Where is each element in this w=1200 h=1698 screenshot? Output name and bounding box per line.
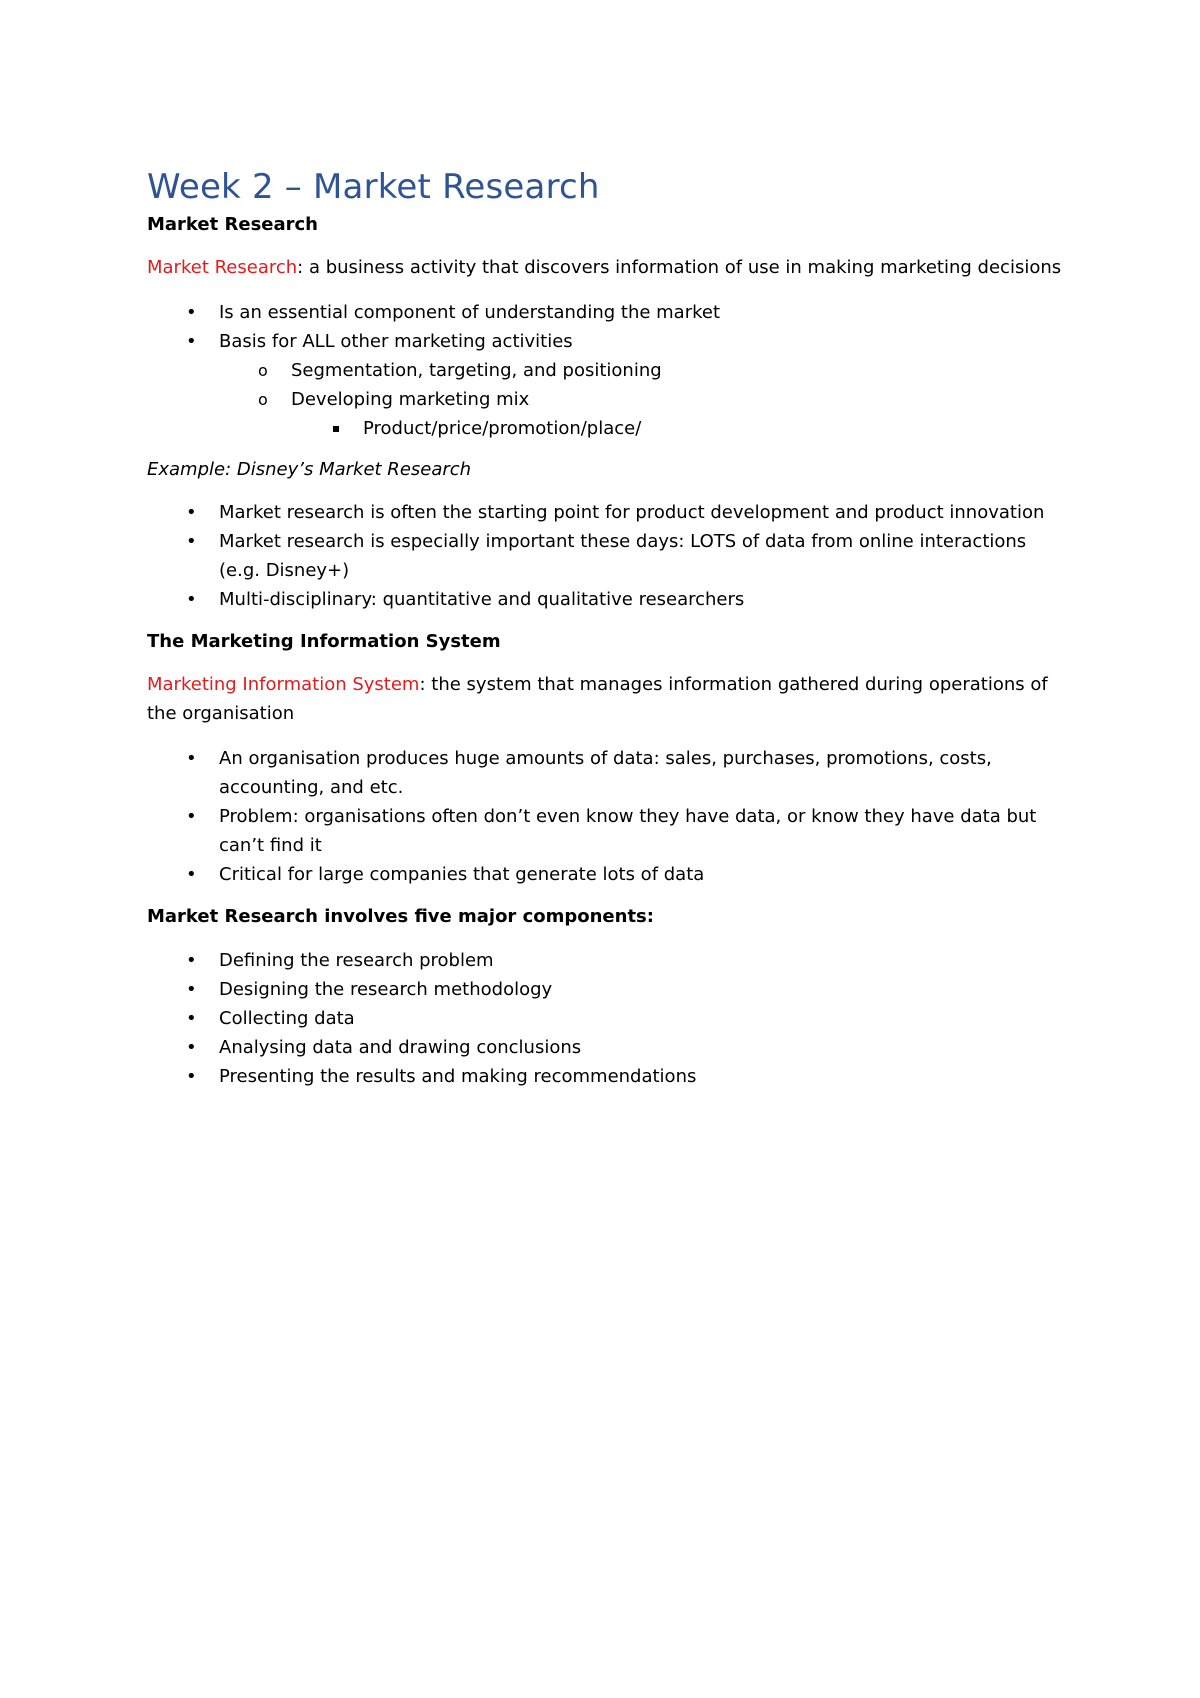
list-item-text: Defining the research problem <box>219 950 494 971</box>
definition-market-research <box>147 253 1067 282</box>
bullet-icon <box>186 1062 206 1091</box>
list-item-text: Developing marketing mix <box>291 389 530 410</box>
bullet-icon <box>186 1004 206 1033</box>
list-item <box>147 1062 1067 1091</box>
bullet-icon <box>186 744 206 773</box>
list-item <box>147 527 1067 585</box>
list-item <box>147 860 1067 889</box>
list-item <box>147 802 1067 860</box>
bullet-icon <box>186 946 206 975</box>
bullet-icon <box>186 327 206 356</box>
bullet-icon <box>186 802 206 831</box>
list-item-text: Multi-disciplinary: quantitative and qualitative researchers <box>219 589 745 610</box>
list-item-text: Analysing data and drawing conclusions <box>219 1037 582 1058</box>
circle-bullet-icon: o <box>258 390 268 409</box>
list-item-text: Critical for large companies that generate lots of data <box>219 864 705 885</box>
section-heading-marketing-information-system: The Marketing Information System <box>147 631 501 652</box>
list-item <box>219 356 1067 385</box>
list-item <box>147 498 1067 527</box>
list-item-text: Segmentation, targeting, and positioning <box>291 360 662 381</box>
list-item-text: Collecting data <box>219 1008 355 1029</box>
bullet-icon <box>186 975 206 1004</box>
bullet-icon <box>186 527 206 556</box>
document-content <box>147 166 1067 1091</box>
definition-text: : the system that manages information gathered during operations of the organisation <box>147 674 1048 724</box>
list-item <box>147 298 1067 327</box>
list-item-text: Market research is especially important these days: LOTS of data from online interactions (e.g. Disney+) <box>219 531 1027 581</box>
definition-term: Market Research <box>147 257 298 278</box>
section-heading-five-components: Market Research involves five major components: <box>147 906 654 927</box>
subsub-bullet-list <box>291 414 1067 443</box>
list-item-text: Problem: organisations often don’t even know they have data, or know they have data but can’t find it <box>219 806 1037 856</box>
example-heading: Example: Disney’s Market Research <box>147 459 472 480</box>
list-item-text: Basis for ALL other marketing activities <box>219 331 573 352</box>
bullet-list-five-components <box>147 946 1067 1091</box>
definition-marketing-information-system <box>147 670 1067 728</box>
sub-bullet-list <box>219 356 1067 443</box>
bullet-list-market-research <box>147 298 1067 443</box>
bullet-icon <box>186 298 206 327</box>
list-item <box>147 585 1067 614</box>
list-item-text: An organisation produces huge amounts of data: sales, purchases, promotions, costs, accounting, and etc. <box>219 748 992 798</box>
list-item-text: Designing the research methodology <box>219 979 553 1000</box>
list-item <box>147 975 1067 1004</box>
bullet-icon <box>186 860 206 889</box>
list-item <box>291 414 1067 443</box>
page-title: Week 2 – Market Research <box>147 167 600 207</box>
section-heading-market-research: Market Research <box>147 214 318 235</box>
list-item-text: Presenting the results and making recommendations <box>219 1066 697 1087</box>
list-item-text: Is an essential component of understanding the market <box>219 302 721 323</box>
circle-bullet-icon: o <box>258 361 268 380</box>
bullet-icon <box>186 1033 206 1062</box>
bullet-icon <box>186 585 206 614</box>
list-item <box>219 385 1067 443</box>
bullet-list-example <box>147 498 1067 614</box>
bullet-icon <box>186 498 206 527</box>
list-item <box>147 1004 1067 1033</box>
definition-text: : a business activity that discovers information of use in making marketing decisions <box>297 257 1062 278</box>
bullet-list-marketing-information-system <box>147 744 1067 889</box>
list-item <box>147 946 1067 975</box>
list-item <box>147 744 1067 802</box>
list-item-text: Market research is often the starting point for product development and product innovation <box>219 502 1045 523</box>
definition-term: Marketing Information System <box>147 674 420 695</box>
list-item <box>147 327 1067 443</box>
list-item-text: Product/price/promotion/place/ <box>363 418 642 439</box>
list-item <box>147 1033 1067 1062</box>
